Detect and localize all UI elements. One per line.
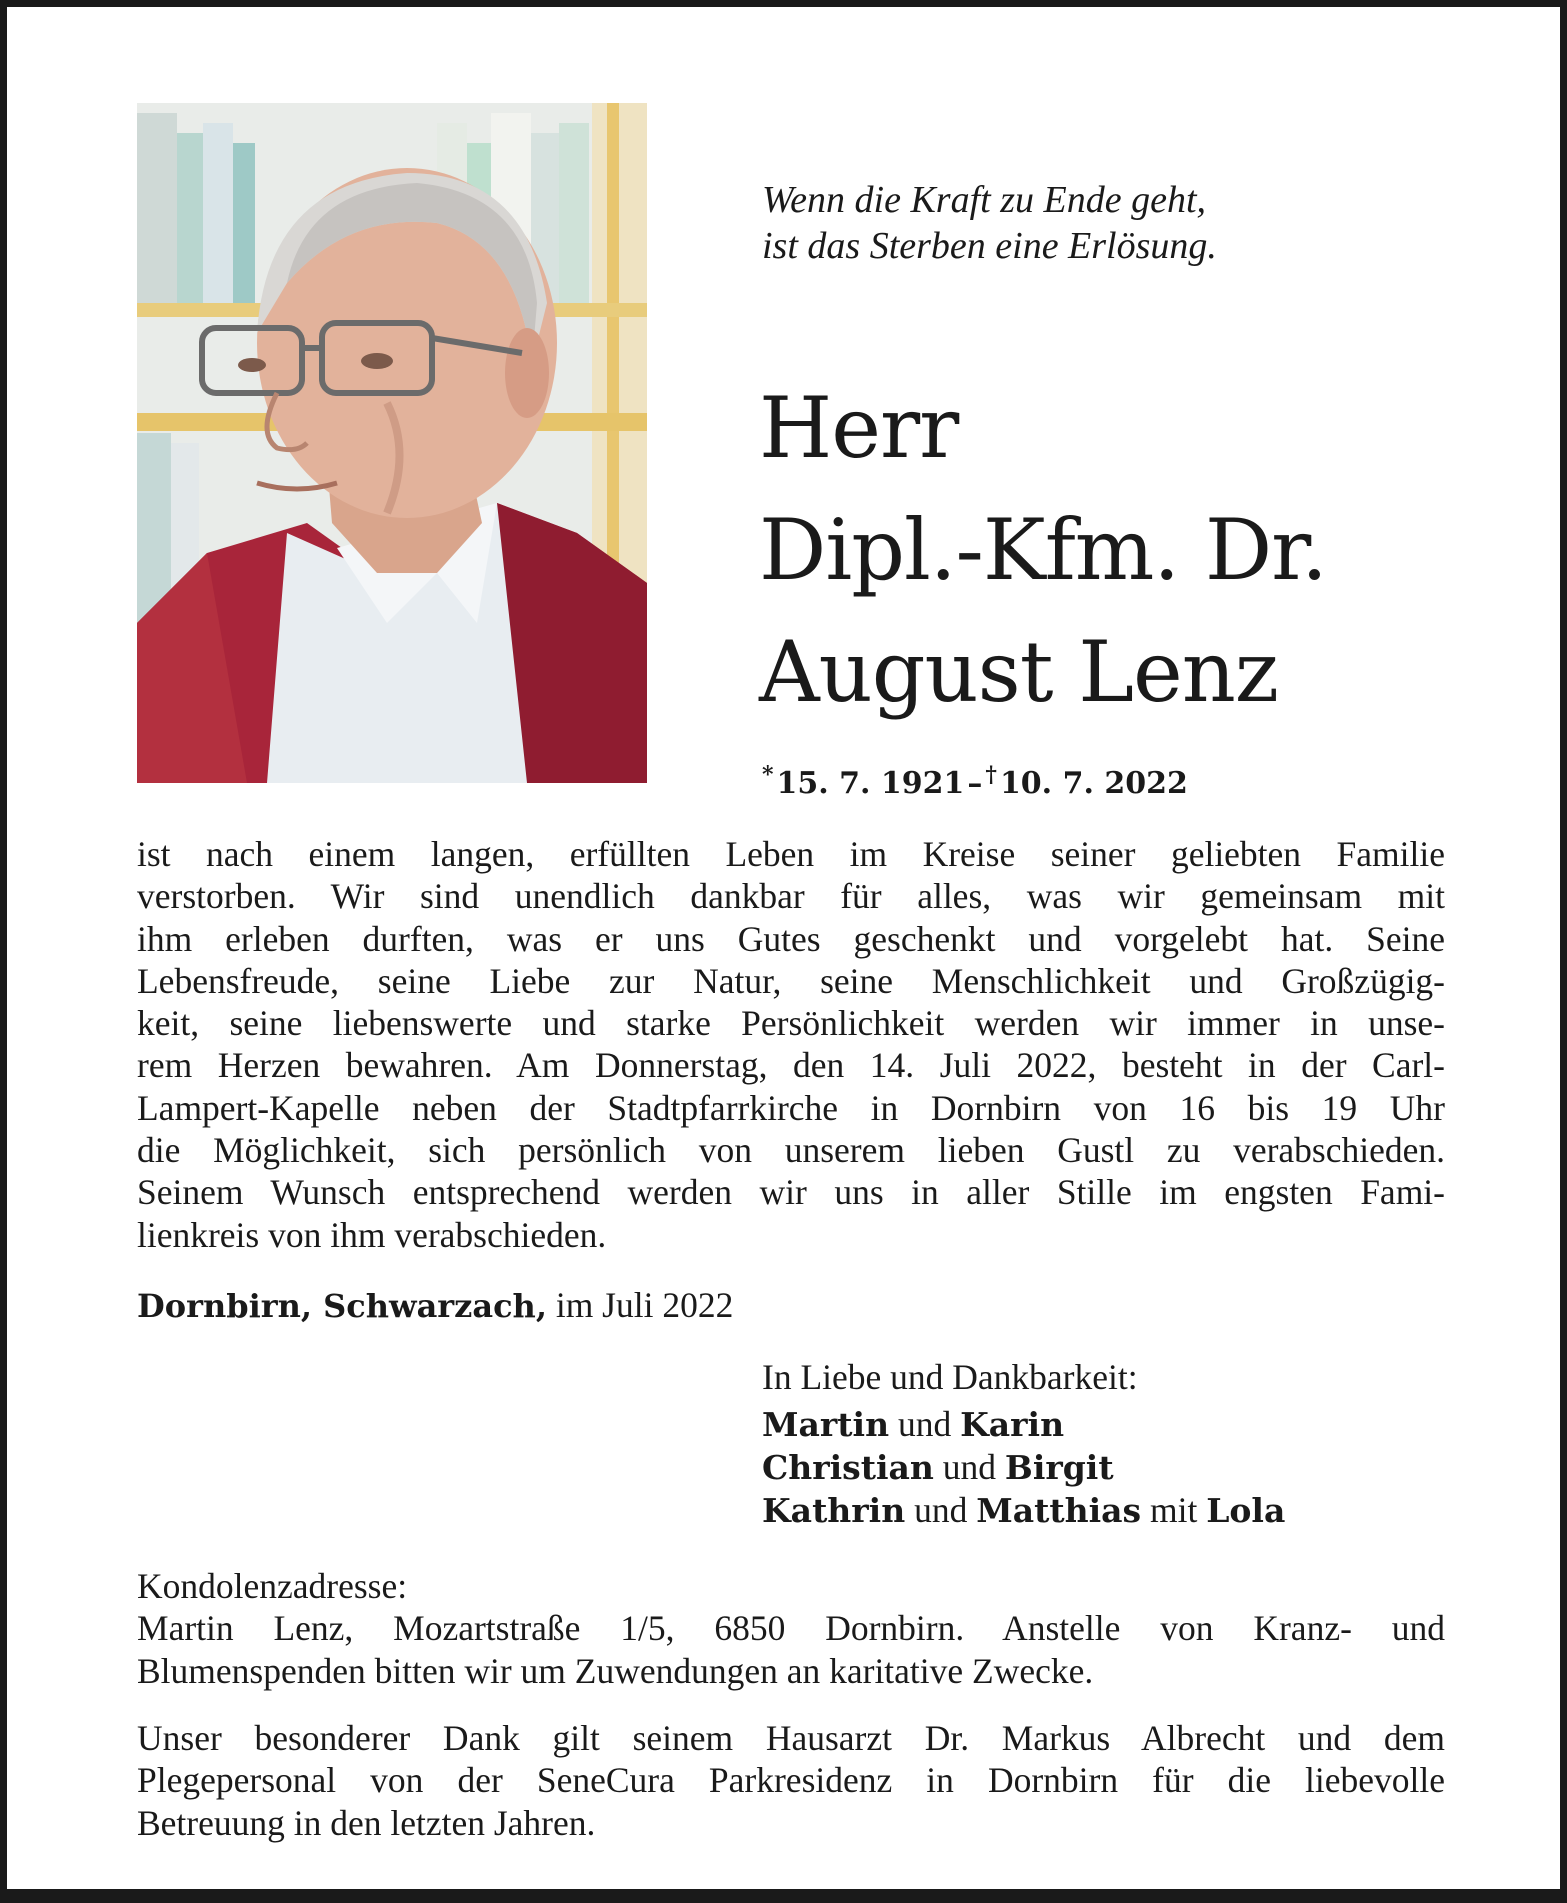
conjunction: und	[942, 1447, 997, 1487]
signoff-intro: In Liebe und Dankbarkeit:	[762, 1357, 1138, 1397]
obituary-page	[7, 7, 1560, 1889]
text-line: ist nach einem langen, erfüllten Leben im Kreise seiner geliebten Familie	[137, 834, 1445, 874]
family-member: Birgit	[1004, 1448, 1114, 1487]
name-full: August Lenz	[759, 623, 1279, 721]
epigraph-quote	[762, 177, 1462, 269]
conjunction: mit	[1149, 1490, 1198, 1530]
family-member: Matthias	[976, 1491, 1142, 1530]
condolence-heading: Kondolenzadresse:	[137, 1566, 408, 1606]
portrait-photo	[137, 103, 647, 783]
obituary-text	[137, 833, 1445, 1256]
place-month: im Juli 2022	[555, 1285, 734, 1325]
thanks-note	[137, 1717, 1445, 1844]
family-member: Lola	[1206, 1491, 1286, 1530]
text-line: lienkreis von ihm verabschieden.	[137, 1214, 607, 1255]
text-line: verstorben. Wir sind unendlich dankbar für alles, was wir gemeinsam mit	[137, 876, 1445, 917]
text-line: ihm erleben durften, was er uns Gutes geschenkt und vorgelebt hat. Seine	[137, 918, 1445, 959]
text-line: Lebensfreude, seine Liebe zur Natur, seine Menschlichkeit und Großzügig-	[137, 960, 1445, 1001]
life-dates	[762, 755, 1188, 804]
family-signoff	[762, 1356, 1285, 1532]
condolence-address	[137, 1565, 1445, 1692]
text-line: Blumenspenden bitten wir um Zuwendungen an karitative Zwecke.	[137, 1650, 1094, 1691]
text-line: rem Herzen bewahren. Am Donnerstag, den 14. Juli 2022, besteht in der Carl-	[137, 1045, 1445, 1086]
death-date: 10. 7. 2022	[999, 766, 1188, 801]
quote-line: Wenn die Kraft zu Ende geht,	[762, 179, 1206, 221]
text-line: Unser besonderer Dank gilt seinem Hausarzt Dr. Markus Albrecht und dem	[137, 1718, 1445, 1758]
text-line: Martin Lenz, Mozartstraße 1/5, 6850 Dornbirn. Anstelle von Kranz- und	[137, 1608, 1445, 1649]
signoff-row	[762, 1446, 1285, 1489]
birth-date: 15. 7. 1921	[776, 766, 965, 801]
signoff-row	[762, 1489, 1285, 1532]
conjunction: und	[914, 1490, 968, 1530]
place-date	[137, 1284, 733, 1327]
text-line: Plegepersonal von der SeneCura Parkresidenz in Dornbirn für die liebevolle	[137, 1760, 1445, 1801]
family-member: Kathrin	[762, 1491, 906, 1530]
text-line: Seinem Wunsch entsprechend werden wir uns in aller Stille im engsten Fami-	[137, 1172, 1445, 1213]
text-line: Betreuung in den letzten Jahren.	[137, 1802, 596, 1843]
conjunction: und	[897, 1404, 952, 1444]
deceased-name	[759, 367, 1539, 733]
birth-symbol: *	[762, 762, 774, 788]
text-line: die Möglichkeit, sich persönlich von unserem lieben Gustl zu verabschieden.	[137, 1130, 1445, 1171]
signoff-row	[762, 1403, 1285, 1446]
family-member: Martin	[762, 1405, 890, 1444]
family-member: Karin	[960, 1405, 1065, 1444]
date-separator: –	[967, 766, 983, 801]
text-line: keit, seine liebenswerte und starke Persönlichkeit werden wir immer in unse-	[137, 1003, 1445, 1044]
portrait-illustration	[137, 103, 647, 783]
place-names: Dornbirn, Schwarzach,	[137, 1287, 547, 1325]
name-degree: Dipl.-Kfm. Dr.	[759, 501, 1327, 599]
text-line: Lampert-Kapelle neben der Stadtpfarrkirche in Dornbirn von 16 bis 19 Uhr	[137, 1087, 1445, 1128]
quote-line: ist das Sterben eine Erlösung.	[762, 225, 1217, 267]
death-symbol: †	[985, 762, 997, 788]
name-title: Herr	[759, 379, 959, 477]
family-member: Christian	[762, 1448, 934, 1487]
